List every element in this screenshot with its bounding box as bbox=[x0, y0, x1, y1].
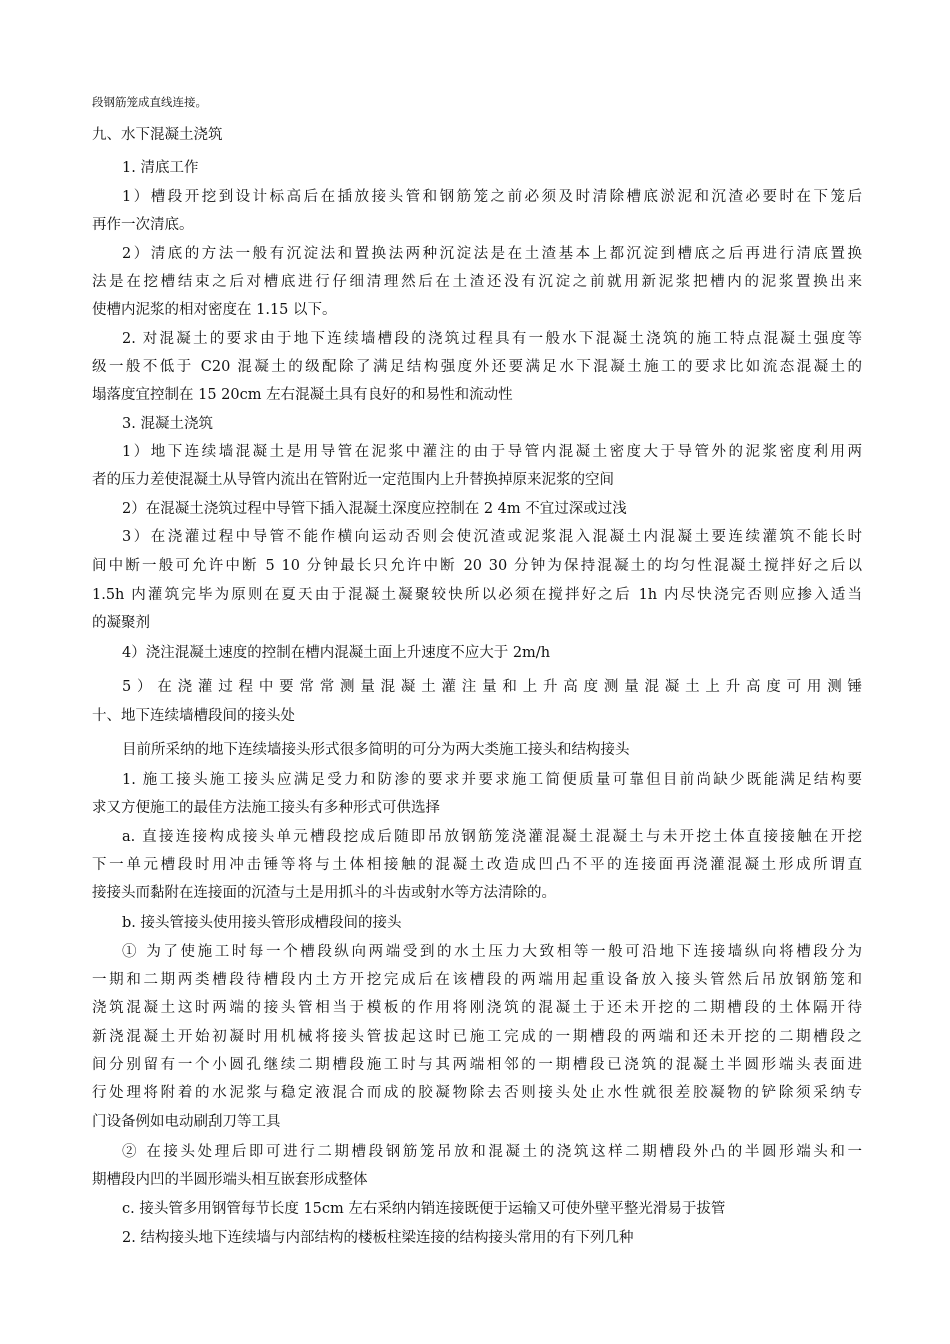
text-line: c. 接头管多用钢管每节长度 15cm 左右采纳内销连接既便于运输又可使外壁平整光滑易于拔管 bbox=[122, 1201, 726, 1217]
text-line: 期槽段内凹的半圆形端头相互嵌套形成整体 bbox=[92, 1172, 368, 1188]
text-line: 段钢筋笼成直线连接。 bbox=[92, 95, 207, 109]
subheading: 3. 混凝土浇筑 bbox=[122, 416, 213, 432]
text-line: 间分别留有一个小圆孔继续二期槽段施工时与其两端相邻的一期槽段已浇筑的混凝土半圆形端头表面进 bbox=[92, 1057, 862, 1073]
section-heading: 十、地下连续墙槽段间的接头处 bbox=[92, 708, 295, 724]
text-line: 2）清底的方法一般有沉淀法和置换法两种沉淀法是在土渣基本上都沉淀到槽底之后再进行清底置换 bbox=[122, 246, 862, 262]
text-line: 1. 施工接头施工接头应满足受力和防渗的要求并要求施工简便质量可靠但目前尚缺少既能满足结构要 bbox=[122, 772, 862, 788]
text-line: 2. 对混凝土的要求由于地下连续墙槽段的浇筑过程具有一般水下混凝土浇筑的施工特点混凝土强度等 bbox=[122, 331, 862, 347]
text-line: 4）浇注混凝土速度的控制在槽内混凝土面上升速度不应大于 2m/h bbox=[122, 645, 551, 661]
text-line: 门设备例如电动刷刮刀等工具 bbox=[92, 1114, 281, 1130]
text-line: 1.5h 内灌筑完毕为原则在夏天由于混凝土凝聚较快所以必须在搅拌好之后 1h 内尽快浇完否则应掺入适当 bbox=[92, 587, 862, 603]
text-line: 间中断一般可允许中断 5 10 分钟最长只允许中断 20 30 分钟为保持混凝土的均匀性混凝土搅拌好之后以 bbox=[92, 558, 862, 574]
text-line: 2）在混凝土浇筑过程中导管下插入混凝土深度应控制在 2 4m 不宜过深或过浅 bbox=[122, 501, 627, 517]
text-line: 者的压力差使混凝土从导管内流出在管附近一定范围内上升替换掉原来泥浆的空间 bbox=[92, 472, 614, 488]
text-line: 浇筑混凝土这时两端的接头管相当于模板的作用将刚浇筑的混凝土于还未开挖的二期槽段的土体隔开待 bbox=[92, 1000, 862, 1016]
subheading: 1. 清底工作 bbox=[122, 160, 199, 176]
text-line: 下一单元槽段时用冲击锤等将与土体相接触的混凝土改造成凹凸不平的连接面再浇灌混凝土形成所谓直 bbox=[92, 857, 862, 873]
text-line: 的凝聚剂 bbox=[92, 615, 150, 631]
text-line: 级一般不低于 C20 混凝土的级配除了满足结构强度外还要满足水下混凝土施工的要求比如流态混凝土的 bbox=[92, 359, 862, 375]
text-line: 1）地下连续墙混凝土是用导管在泥浆中灌注的由于导管内混凝土密度大于导管外的泥浆密度利用两 bbox=[122, 444, 862, 460]
text-line: 2. 结构接头地下连续墙与内部结构的楼板柱梁连接的结构接头常用的有下列几种 bbox=[122, 1230, 634, 1246]
text-line: 再作一次清底。 bbox=[92, 217, 194, 233]
section-heading: 九、水下混凝土浇筑 bbox=[92, 127, 223, 143]
text-line: 1）槽段开挖到设计标高后在插放接头管和钢筋笼之前必须及时清除槽底淤泥和沉渣必要时在下笼后 bbox=[122, 189, 862, 205]
text-line: ① 为了使施工时每一个槽段纵向两端受到的水土压力大致相等一般可沿地下连接墙纵向将槽段分为 bbox=[122, 944, 862, 960]
text-line: 接接头而黏附在连接面的沉渣与土是用抓斗的斗齿或射水等方法清除的。 bbox=[92, 885, 556, 901]
text-line: 3）在浇灌过程中导管不能作横向运动否则会使沉渣或泥浆混入混凝土内混凝土要连续灌筑不能长时 bbox=[122, 529, 862, 545]
text-line: 一期和二期两类槽段待槽段内土方开挖完成后在该槽段的两端用起重设备放入接头管然后吊放钢筋笼和 bbox=[92, 972, 862, 988]
text-line: 目前所采纳的地下连续墙接头形式很多简明的可分为两大类施工接头和结构接头 bbox=[122, 742, 630, 758]
text-line: 新浇混凝土开始初凝时用机械将接头管拔起这时已施工完成的一期槽段的两端和还未开挖的二期槽段之 bbox=[92, 1029, 862, 1045]
text-line: 行处理将附着的水泥浆与稳定液混合而成的胶凝物除去否则接头处止水性就很差胶凝物的铲除须采纳专 bbox=[92, 1085, 862, 1101]
text-line: 塌落度宜控制在 15 20cm 左右混凝土具有良好的和易性和流动性 bbox=[92, 387, 513, 403]
text-line: ② 在接头处理后即可进行二期槽段钢筋笼吊放和混凝土的浇筑这样二期槽段外凸的半圆形端头和一 bbox=[122, 1144, 862, 1160]
subheading: b. 接头管接头使用接头管形成槽段间的接头 bbox=[122, 915, 402, 931]
text-line: 求又方便施工的最佳方法施工接头有多种形式可供选择 bbox=[92, 800, 440, 816]
text-line: 使槽内泥浆的相对密度在 1.15 以下。 bbox=[92, 302, 337, 318]
text-line: 法是在挖槽结束之后对槽底进行仔细清理然后在土渣还没有沉淀之前就用新泥浆把槽内的泥浆置换出来 bbox=[92, 274, 862, 290]
text-line: a. 直接连接构成接头单元槽段挖成后随即吊放钢筋笼浇灌混凝土混凝土与未开挖土体直接接触在开挖 bbox=[122, 829, 862, 845]
text-line: 5）在浇灌过程中要常常测量混凝土灌注量和上升高度测量混凝土上升高度可用测锤 bbox=[122, 679, 862, 695]
